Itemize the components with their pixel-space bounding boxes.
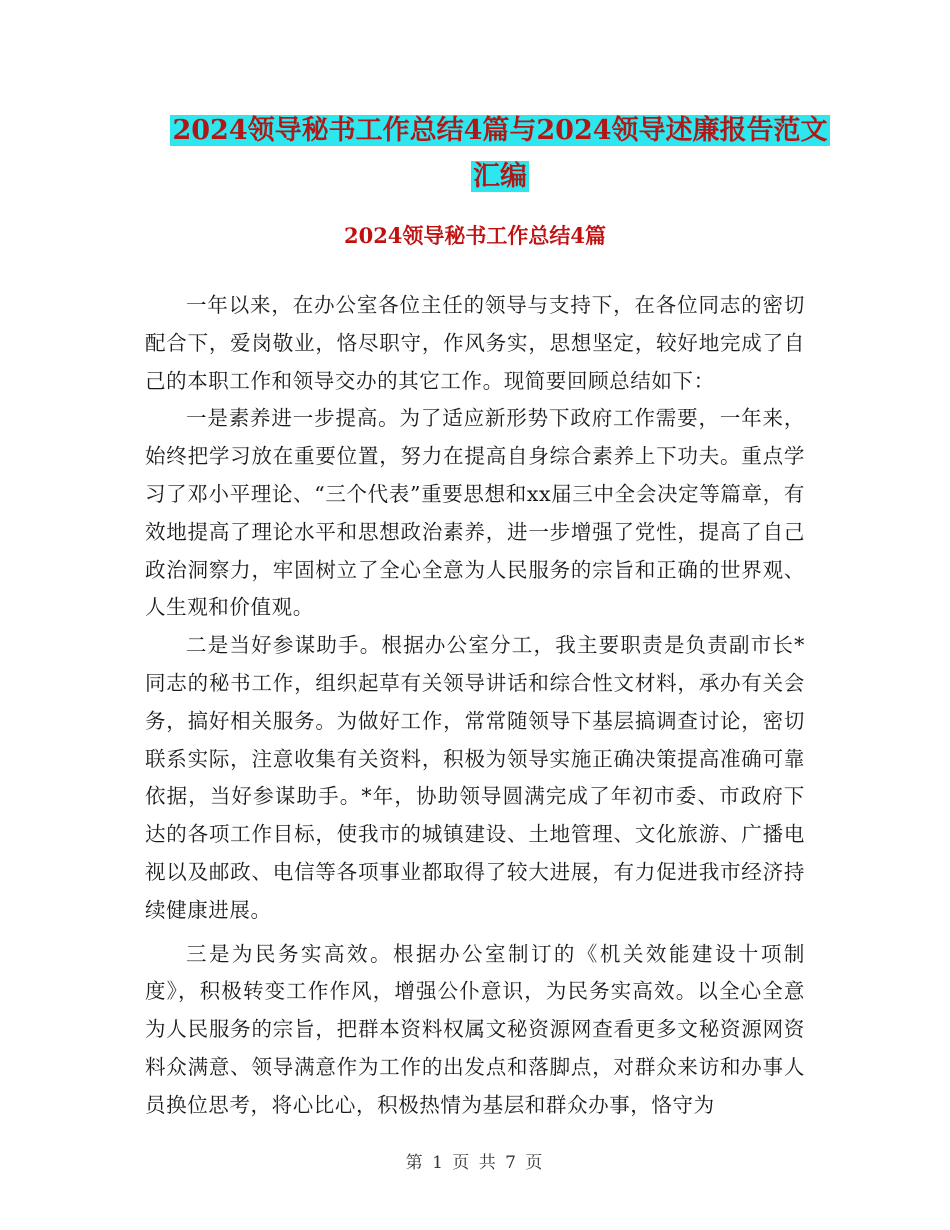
document-title [150,108,850,200]
document-body [145,287,805,1125]
paragraph: 二是当好参谋助手。根据办公室分工，我主要职责是负责副市长*同志的秘书工作，组织起草有关领导讲话和综合性文材料，承办有关会务，搞好相关服务。为做好工作，常常随领导下基层搞调查讨论，密切联系实际，注意收集有关资料，积极为领导实施正确决策提高准确可靠依据，当好参谋助手。*年，协助领导圆满完成了年初市委、市政府下达的各项工作目标，使我市的城镇建设、土地管理、文化旅游、广播电视以及邮政、电信等各项事业都取得了较大进展，有力促进我市经济持续健康进展。 [145,633,805,922]
page-number-footer: 第 1 页 共 7 页 [405,1153,545,1173]
paragraph: 一是素养进一步提高。为了适应新形势下政府工作需要，一年来，始终把学习放在重要位置，努力在提高自身综合素养上下功夫。重点学习了邓小平理论、“三个代表”重要思想和xx届三中全会决定等篇章，有效地提高了理论水平和思想政治素养，进一步增强了党性，提高了自己政治洞察力，牢固树立了全心全意为人民服务的宗旨和正确的世界观、人生观和价值观。 [145,406,805,620]
document-title-line1: 2024领导秘书工作总结4篇与2024领导述廉报告范文 [172,115,828,146]
paragraph: 三是为民务实高效。根据办公室制订的《机关效能建设十项制度》，积极转变工作作风，增强公仆意识，为民务实高效。以全心全意为人民服务的宗旨，把群本资料权属文秘资源网查看更多文秘资源网资料众满意、领导满意作为工作的出发点和落脚点，对群众来访和办事人员换位思考，将心比心，积极热情为基层和群众办事，恪守为 [145,941,805,1117]
paragraph: 一年以来，在办公室各位主任的领导与支持下，在各位同志的密切配合下，爱岗敬业，恪尽职守，作风务实，思想坚定，较好地完成了自己的本职工作和领导交办的其它工作。现简要回顾总结如下： [145,293,805,393]
document-title-line2: 汇编 [473,161,527,192]
section-title: 2024领导秘书工作总结4篇 [343,223,607,248]
